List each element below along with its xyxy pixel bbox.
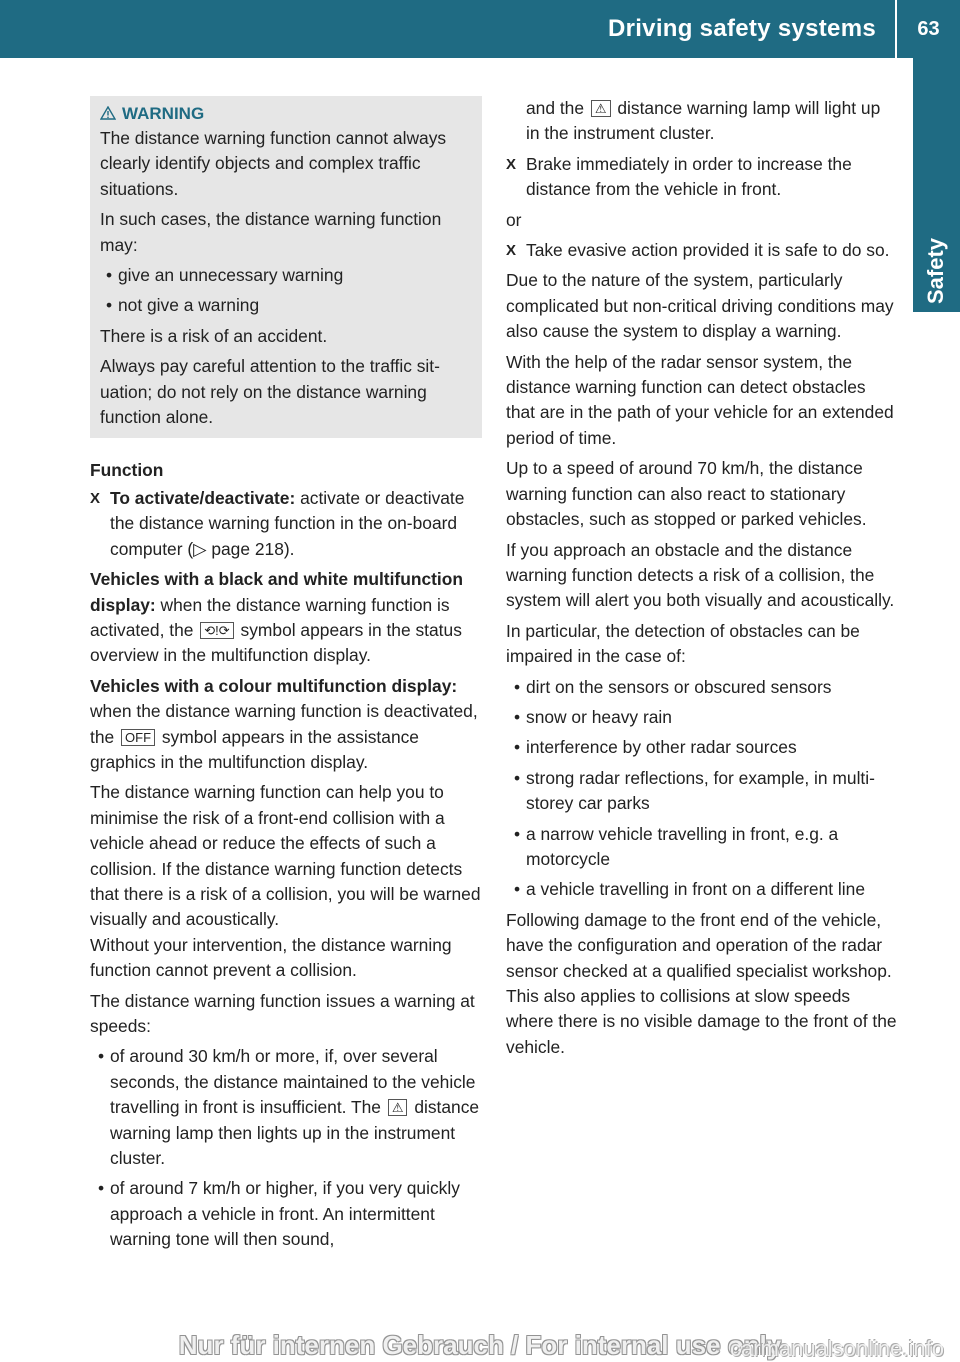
- step-arrow-icon: X: [90, 489, 101, 507]
- step-arrow-icon: X: [506, 242, 517, 260]
- warning-heading: [100, 102, 472, 126]
- nature-paragraph: Due to the nature of the system, particularly complicated but non-critical driving conditions may also cause the system to display a warning.: [506, 270, 894, 342]
- continued-bullet: and the ⚠ distance warning lamp will light up in the instrument cluster.: [526, 98, 881, 144]
- step-activate: X To activate/deactivate: activate or deactivate the distance warning function in the on-board computer (▷ page 218).: [90, 487, 465, 559]
- step-evasive: X Take evasive action provided it is safe to do so.: [506, 238, 898, 263]
- bw-display-paragraph: Vehicles with a black and white multifunction display: when the distance warning function is activated, the ⟲!⟳ symbol appears in the status overview in the multifunction display.: [90, 569, 463, 666]
- warning-triangle-icon: [100, 106, 116, 120]
- impair-bullet: • dirt on the sensors or obscured sensors: [514, 676, 832, 697]
- watermark: carmanualsonline.info: [729, 1336, 944, 1361]
- speed-bullet: • of around 7 km/h or higher, if you very quickly approach a vehicle in front. An intermittent warning tone will then sound,: [98, 1178, 460, 1250]
- warning-heading-text: WARNING: [122, 104, 205, 123]
- distance-warning-lamp-icon: ⚠: [388, 1099, 408, 1116]
- speeds-paragraph: The distance warning function issues a warning at speeds:: [90, 990, 475, 1036]
- warning-p1: The distance warning function cannot always clearly identify objects and complex traffic situations.: [100, 128, 447, 199]
- page-number: 63: [917, 18, 940, 40]
- colour-display-paragraph: Vehicles with a colour multifunction display: when the distance warning function is deactivated, the OFF symbol appears in the assistance graphics in the multifunction display.: [90, 675, 478, 772]
- damage-paragraph: Following damage to the front end of the vehicle, have the configuration and operation of the radar sensor checked at a qualified specialist workshop. This also applies to collisions at slow speeds where there is no visible damage to the front of the vehicle.: [506, 909, 897, 1057]
- step-arrow-icon: X: [506, 155, 517, 173]
- without-paragraph: Without your intervention, the distance warning function cannot prevent a collision.: [90, 934, 452, 981]
- step-brake: X Brake immediately in order to increase the distance from the vehicle in front.: [506, 153, 852, 200]
- radar-paragraph: With the help of the radar sensor system, the distance warning function can detect obstacles that are in the path of your vehicle for an extended period of time.: [506, 351, 894, 448]
- warning-p2: In such cases, the distance warning function may:: [100, 209, 442, 255]
- approach-paragraph: If you approach an obstacle and the distance warning function detects a risk of a collision, the system will alert you both visually and acoustically.: [506, 539, 895, 611]
- speed-bullet: • of around 30 km/h or more, if, over several seconds, the distance maintained to the vehicle travelling in front is insufficient. The ⚠ distance warning lamp then lights up in the instrument cluster.: [98, 1046, 480, 1169]
- right-column: [506, 96, 898, 1065]
- distance-warning-off-icon: OFF: [121, 729, 155, 746]
- function-heading: Function: [90, 460, 164, 481]
- speed70-paragraph: Up to a speed of around 70 km/h, the distance warning function can also react to stationary obstacles, such as stopped or parked vehicles.: [506, 458, 867, 530]
- internal-use-footer: Nur für internen Gebrauch / For internal use only: [178, 1330, 782, 1360]
- warning-p3: There is a risk of an accident.: [100, 325, 328, 346]
- impair-bullet: • a vehicle travelling in front on a different line: [514, 879, 865, 900]
- impair-bullet: • interference by other radar sources: [514, 737, 797, 758]
- impair-bullet: • a narrow vehicle travelling in front, e.g. a motorcycle: [514, 823, 839, 869]
- distance-warning-lamp-icon: ⚠: [591, 100, 611, 117]
- warning-box: [90, 96, 482, 438]
- warning-p4: Always pay careful attention to the traffic situation; do not rely on the distance warning function alone.: [100, 356, 440, 428]
- warning-bullet: • give an unnecessary warning: [106, 265, 344, 286]
- left-column: [90, 96, 482, 1258]
- header-bar: [0, 0, 960, 58]
- or-text: or: [506, 209, 522, 230]
- side-tab: [913, 58, 960, 312]
- impair-bullet: • strong radar reflections, for example, in multi-storey car parks: [514, 767, 875, 814]
- particular-paragraph: In particular, the detection of obstacles can be impaired in the case of:: [506, 620, 860, 667]
- page-ref-link[interactable]: ▷ page 218: [193, 538, 284, 559]
- warning-bullet: • not give a warning: [106, 295, 260, 316]
- help-paragraph: The distance warning function can help you to minimise the risk of a front-end collision with a vehicle ahead or reduce the effects of such a collision. If the distance warning function detects that there is a risk of a collision, you will be warned visually and acoustically.: [90, 782, 481, 930]
- section-title: Driving safety systems: [607, 15, 876, 42]
- distance-warning-symbol-icon: ⟲!⟳: [200, 622, 233, 639]
- side-tab-label: Safety: [923, 237, 948, 304]
- impair-bullet: • snow or heavy rain: [514, 706, 672, 727]
